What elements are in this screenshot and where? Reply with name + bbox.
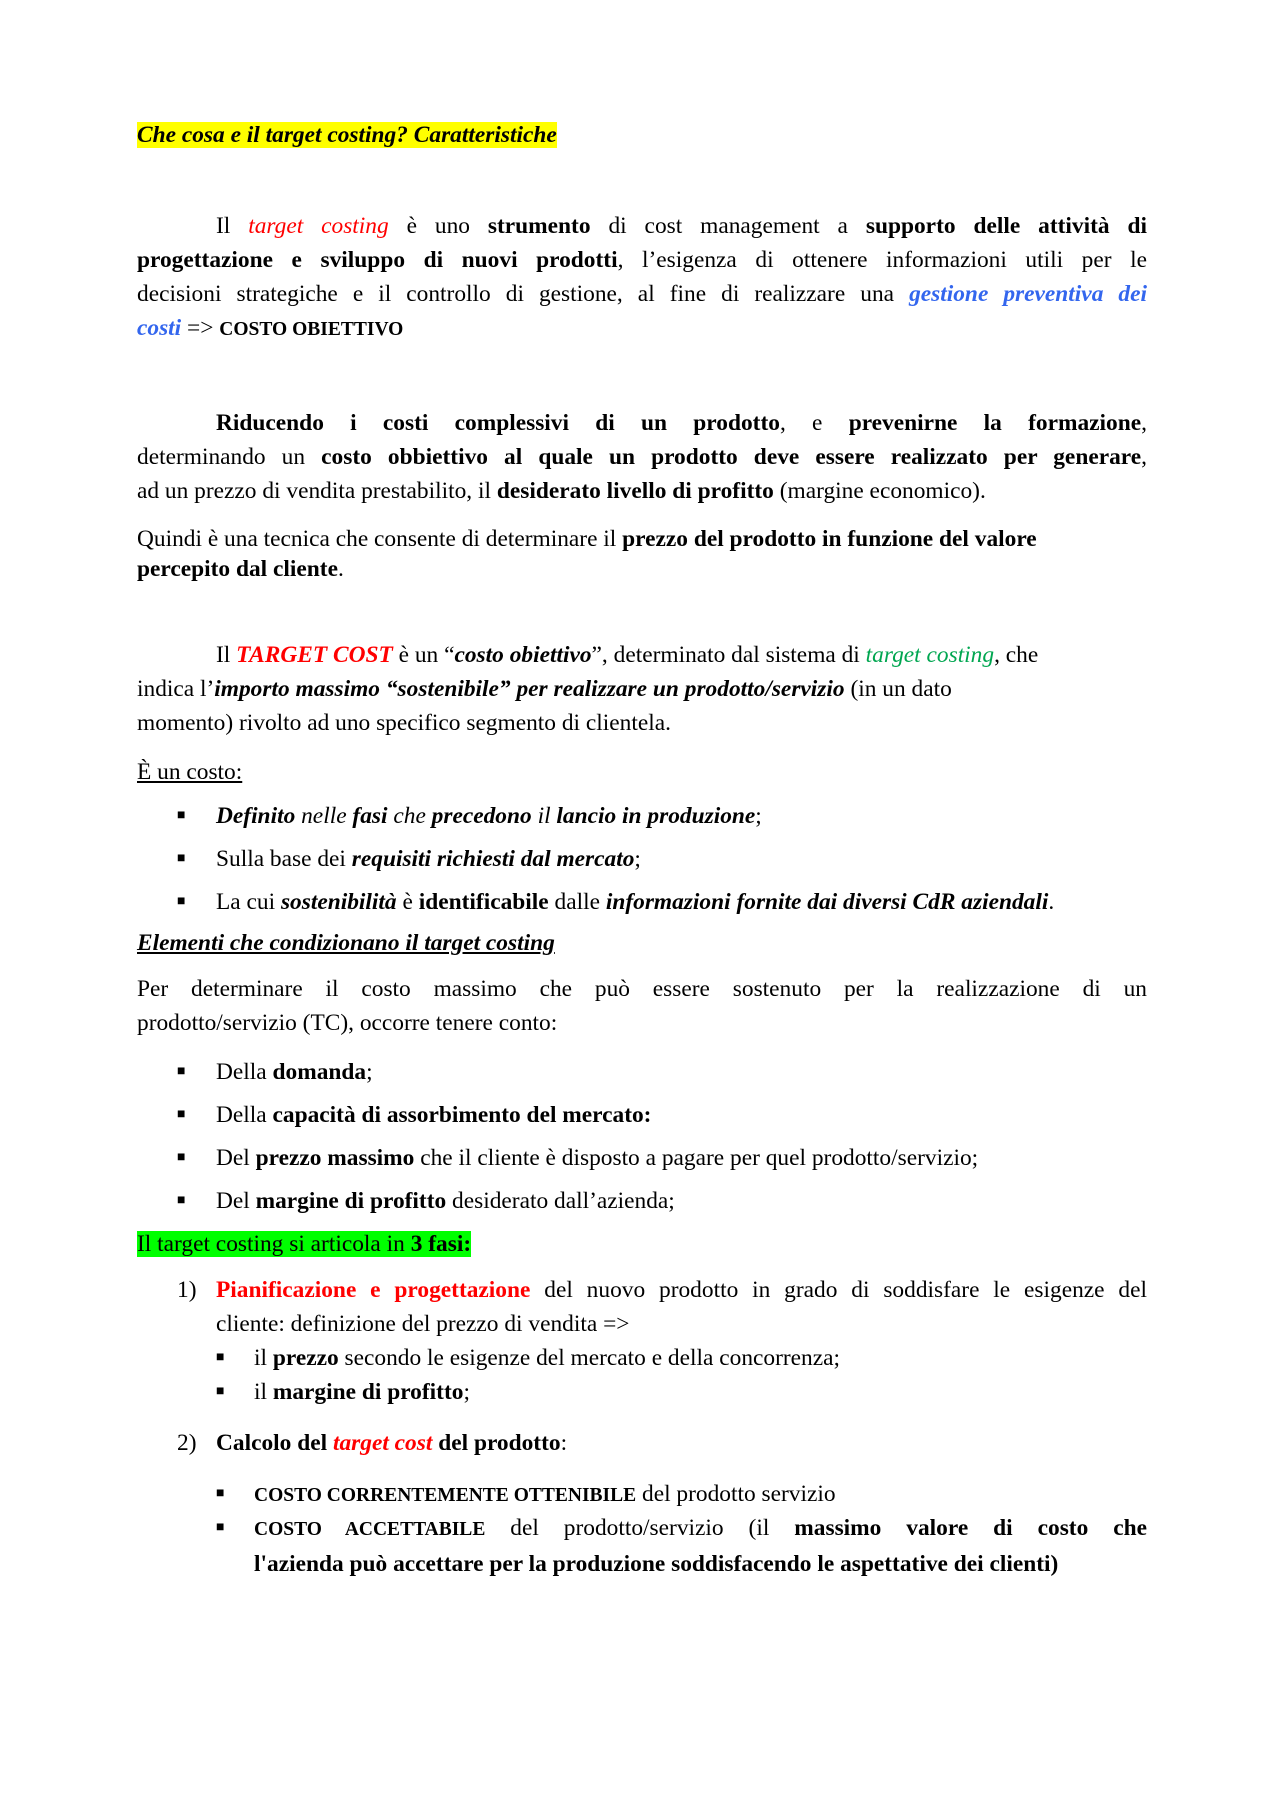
list-item: ■ Sulla base dei requisiti richiesti dal mercato; — [177, 846, 641, 872]
list-item: ■ Della domanda; — [177, 1059, 373, 1085]
list-item: ■ La cui sostenibilità è identificabile dalle informazioni fornite dai diversi CdR aziendali. — [177, 889, 1055, 915]
fase-2-list — [137, 1477, 1147, 1581]
list-item: ■ il prezzo secondo le esigenze del mercato e della concorrenza; — [216, 1345, 841, 1371]
line: indica l’importo massimo “sostenibile” per realizzare un prodotto/servizio (in un dato — [137, 676, 952, 702]
list-item: ■ COSTO CORRENTEMENTE OTTENIBILE del prodotto servizio — [216, 1481, 836, 1507]
line: l'azienda può accettare per la produzione soddisfacendo le aspettative dei clienti) — [254, 1551, 1059, 1577]
line: Riducendo i costi complessivi di un prodotto, e prevenirne la formazione, — [216, 410, 1147, 436]
list-item: ■ Della capacità di assorbimento del mercato: — [177, 1102, 652, 1128]
paragraph-riducendo — [137, 406, 1147, 508]
line: determinando un costo obbiettivo al quale un prodotto deve essere realizzato per generare, — [137, 444, 1147, 470]
fase-1 — [137, 1273, 1147, 1341]
list-item: ■ il margine di profitto; — [216, 1379, 470, 1405]
list-number: 2) — [177, 1430, 197, 1456]
line: percepito dal cliente. — [137, 556, 344, 582]
paragraph-per-determinare — [137, 972, 1147, 1040]
paragraph-definition — [137, 209, 1147, 347]
line: progettazione e sviluppo di nuovi prodotti, l’esigenza di ottenere informazioni utili per le — [137, 247, 1147, 273]
line: cliente: definizione del prezzo di vendita => — [216, 1311, 630, 1337]
fasi-heading: Il target costing si articola in 3 fasi: — [137, 1231, 472, 1257]
list-item: ■ COSTO ACCETTABILE del prodotto/servizio (il massimo valore di costo che l'azienda può accettare per la produzione soddisfacendo le aspettative dei clienti) — [137, 1511, 1147, 1581]
line: Calcolo del target cost del prodotto: — [216, 1430, 568, 1456]
line: Il target costing è uno strumento di cost management a supporto delle attività di — [216, 213, 1148, 239]
list-item: ■ Del margine di profitto desiderato dall’azienda; — [177, 1188, 675, 1214]
list-item: ■ Del prezzo massimo che il cliente è disposto a pagare per quel prodotto/servizio; — [177, 1145, 979, 1171]
costo-list — [137, 799, 1147, 928]
line: Il TARGET COST è un “costo obiettivo”, determinato dal sistema di target costing, che — [216, 642, 1039, 668]
paragraph-quindi — [137, 524, 1147, 584]
elementi-heading: Elementi che condizionano il target costing — [137, 930, 555, 956]
line: Pianificazione e progettazione del nuovo prodotto in grado di soddisfare le esigenze del — [216, 1277, 1147, 1303]
line: prodotto/servizio (TC), occorre tenere conto: — [137, 1010, 558, 1036]
fase-2 — [137, 1426, 1147, 1460]
line: decisioni strategiche e il controllo di gestione, al fine di realizzare una gestione preventiva dei — [137, 281, 1147, 307]
paragraph-target-cost — [137, 638, 1147, 740]
line: COSTO ACCETTABILE del prodotto/servizio (il massimo valore di costo che — [254, 1515, 1147, 1541]
line: ad un prezzo di vendita prestabilito, il desiderato livello di profitto (margine economico). — [137, 478, 986, 504]
page-title — [137, 118, 1147, 152]
fase-1-list — [137, 1341, 1147, 1409]
line: costi => COSTO OBIETTIVO — [137, 315, 404, 341]
list-item: ■ Definito nelle fasi che precedono il lancio in produzione; — [177, 803, 762, 829]
line: Per determinare il costo massimo che può essere sostenuto per la realizzazione di un — [137, 976, 1147, 1002]
costo-label: È un costo: — [137, 759, 243, 785]
line: momento) rivolto ad uno specifico segmento di clientela. — [137, 710, 671, 736]
list-number: 1) — [177, 1277, 197, 1303]
conto-list — [137, 1055, 1147, 1227]
heading-text: Che cosa e il target costing? Caratteristiche — [137, 122, 557, 148]
line: Quindi è una tecnica che consente di determinare il prezzo del prodotto in funzione del valore — [137, 526, 1037, 552]
